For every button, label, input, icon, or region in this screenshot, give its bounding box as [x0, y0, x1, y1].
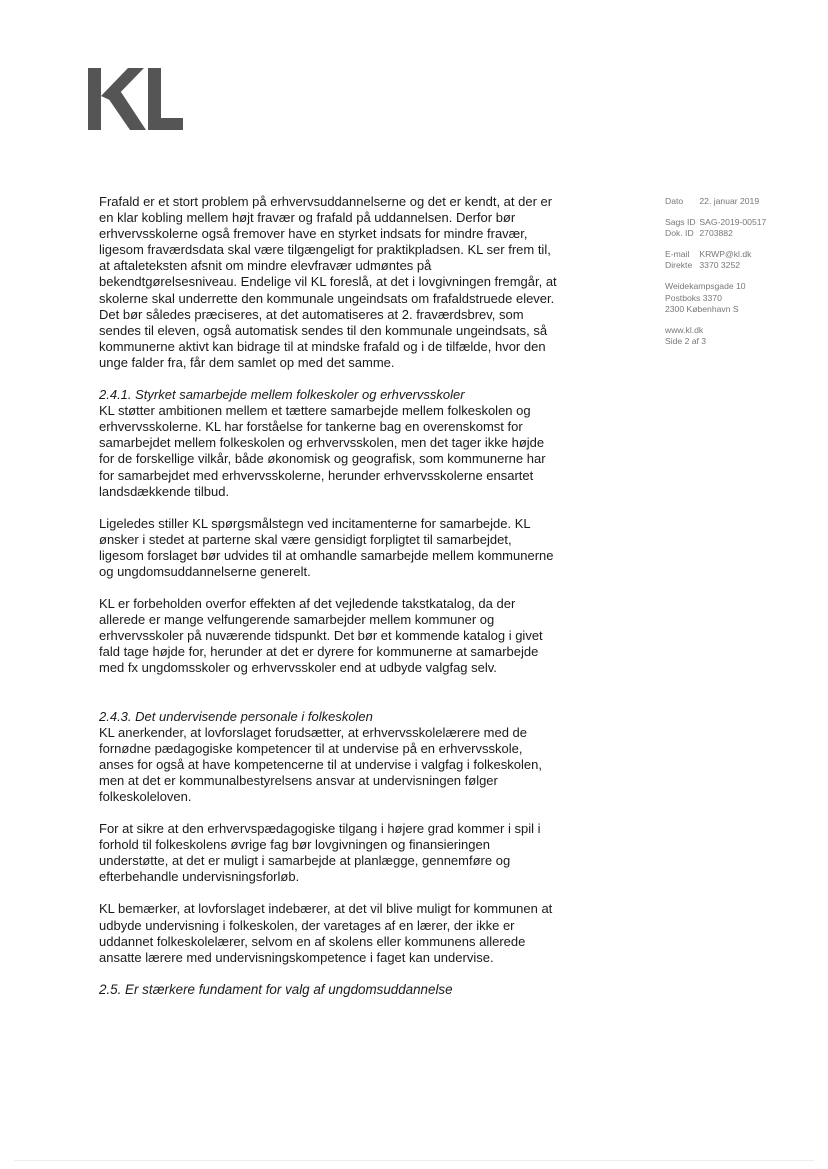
- phone-value: 3370 3252: [699, 260, 741, 271]
- heading-2-5: 2.5. Er stærkere fundament for valg af ungdomsuddannelse: [99, 981, 453, 997]
- paragraph-dropout: Frafald er et stort problem på erhvervsuddannelserne og det er kendt, at der er en klar kobling mellem højt fravær og frafald på uddannelsen. Derfor bør erhvervsskolerne også fremover have en styrket indsats for mindre fravær, ligesom fraværdsdata skal være tilgængeligt for praktikpladsen. KL ser frem til, at aftaleteksten afsnit om mindre elevfravær udmøntes på bekendtgørelsesniveau. Endelige vil KL foreslå, at det i lovgivningen fremgår, at skolerne skal underrette den kommunale ungeindsats om frafaldstruede elever. Det bør således præciseres, at det automatiseres at 2. fraværdsbrev, som sendes til eleven, også automatisk sendes til den kommunale ungeindsats, så kommunerne aktivt kan bidrage til at mindske frafald og i de tilfælde, hvor den unge falder fra, får dem samlet op med det samme.: [99, 194, 557, 370]
- doc-id-value: 2703882: [699, 228, 733, 239]
- paragraph-teacher-competence: KL anerkender, at lovforslaget forudsætter, at erhvervsskolelærere med de fornødne pædagogiske kompetencer til at undervise på en erhvervsskole, anses for også at have kompetencerne til at undervise i valgfag i folkeskolen, men at det er kommunalbestyrelsens ansvar at undervisningen følger folkeskoleloven.: [99, 724, 542, 804]
- page-number: Side 2 af 3: [665, 336, 707, 347]
- address-line-3: 2300 København S: [665, 304, 739, 315]
- page-bottom-edge: [14, 1160, 814, 1161]
- case-id-row: [665, 217, 815, 229]
- paragraph-non-teacher: KL bemærker, at lovforslaget indebærer, at det vil blive muligt for kommunen at udbyde undervisning i folkeskolen, der varetages af en lærer, der ikke er uddannet folkeskolelærer, selvom en af skolens eller kommunens allerede ansatte lærere med undervisningskompetence i faget kan undervise.: [99, 901, 553, 965]
- email-value: KRWP@kl.dk: [699, 248, 752, 259]
- case-id-label: Sags ID: [665, 216, 696, 227]
- address-line-2: Postboks 3370: [665, 292, 722, 303]
- doc-id-row: [665, 228, 815, 240]
- heading-2-4-3: 2.4.3. Det undervisende personale i folkeskolen: [99, 708, 373, 724]
- document-metadata: [665, 196, 815, 357]
- heading-2-4-1: 2.4.1. Styrket samarbejde mellem folkeskoler og erhvervsskoler: [99, 387, 465, 403]
- phone-label: Direkte: [665, 260, 693, 271]
- website: www.kl.dk: [665, 324, 704, 335]
- paragraph-pedagogy: For at sikre at den erhvervspædagogiske tilgang i højere grad kommer i spil i forhold til folkeskolens øvrige fag bør lovgivningen og finansieringen understøtte, at det er muligt i samarbejde at planlægge, gennemføre og efterbehandle undervisningsforløb.: [99, 821, 541, 885]
- email-label: E-mail: [665, 248, 690, 259]
- kl-logo: [88, 68, 183, 130]
- address-line-1: Weidekampsgade 10: [665, 280, 746, 291]
- case-id-value: SAG-2019-00517: [699, 216, 767, 227]
- date-value: 22. januar 2019: [699, 196, 760, 206]
- paragraph-price-catalogue: KL er forbeholden overfor effekten af det vejledende takstkatalog, da der allerede er mange velfungerende samarbejder mellem kommuner og erhvervsskoler på nuværende tidspunkt. Det bør et kommende katalog i givet fald tage højde for, herunder at det er dyrere for kommunerne at samarbejde med fx ungdomsskoler og erhvervsskoler end at udbyde valgfag selv.: [99, 596, 543, 676]
- email-row: [665, 249, 815, 261]
- phone-row: [665, 260, 815, 272]
- doc-id-label: Dok. ID: [665, 228, 694, 239]
- date-label: Dato: [665, 196, 684, 206]
- paragraph-incentives: Ligeledes stiller KL spørgsmålstegn ved incitamenterne for samarbejde. KL ønsker i stedet at parterne skal være gensidigt forpligtet til samarbejdet, ligesom forslaget bør udvides til at omhandle samarbejde mellem kommunerne og ungdomsuddannelserne generelt.: [99, 515, 554, 579]
- letter-body: [99, 194, 557, 998]
- paragraph-cooperation: KL støtter ambitionen mellem et tættere samarbejde mellem folkeskolen og erhvervsskolerne. KL har forståelse for tankerne bag en overenskomst for samarbejdet mellem folkeskolen og erhvervsskolen, men det tager ikke højde for de forskellige vilkår, både økonomisk og geografisk, som kommunerne har for samarbejdet med erhvervsskolerne, herunder erhvervsskolerne ensartet landsdækkende tilbud.: [99, 403, 546, 499]
- date-row: [665, 196, 815, 208]
